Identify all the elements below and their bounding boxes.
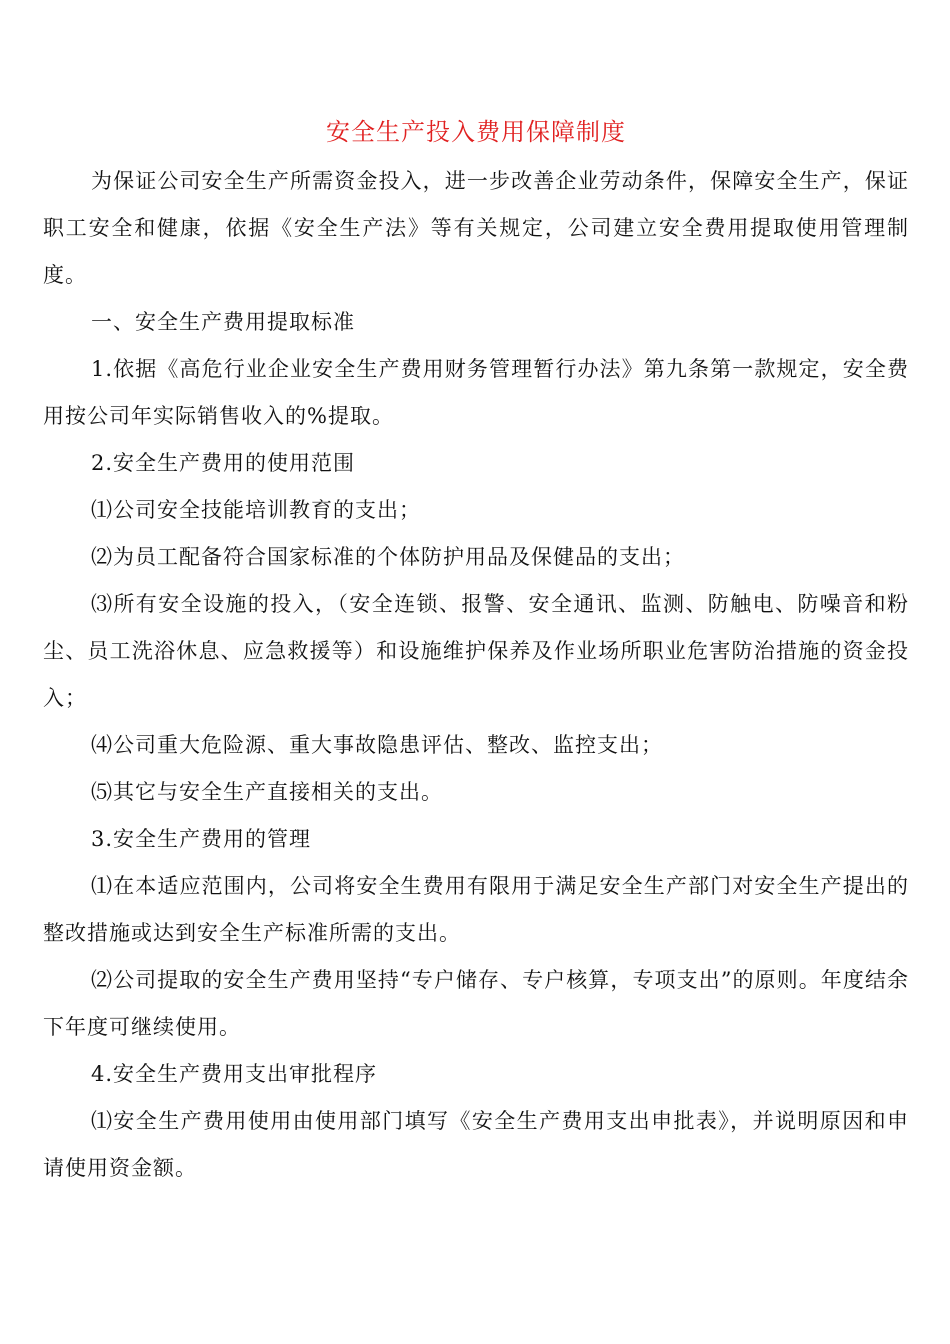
paragraph-intro: 为保证公司安全生产所需资金投入，进一步改善企业劳动条件，保障安全生产，保证职工安全和健康，依据《安全生产法》等有关规定，公司建立安全费用提取使用管理制度。 (43, 169, 909, 287)
document-title: 安全生产投入费用保障制度 (326, 118, 626, 146)
list-item-2-4: ⑷公司重大危险源、重大事故隐患评估、整改、监控支出； (91, 733, 663, 757)
list-item-3-1: ⑴在本适应范围内，公司将安全生费用有限用于满足安全生产部门对安全生产提出的整改措施或达到安全生产标准所需的支出。 (43, 874, 909, 945)
list-item-3-2: ⑵公司提取的安全生产费用坚持“专户储存、专户核算，专项支出”的原则。年度结余下年度可继续使用。 (43, 968, 909, 1039)
list-item-2-5: ⑸其它与安全生产直接相关的支出。 (91, 780, 443, 804)
section-heading-1: 一、安全生产费用提取标准 (91, 310, 355, 334)
section-heading-2: 2.安全生产费用的使用范围 (91, 451, 356, 475)
section-heading-4: 4.安全生产费用支出审批程序 (91, 1062, 378, 1086)
document-page (43, 112, 909, 1192)
paragraph-1-1: 1.依据《高危行业企业安全生产费用财务管理暂行办法》第九条第一款规定，安全费用按公司年实际销售收入的%提取。 (43, 357, 909, 428)
list-item-2-2: ⑵为员工配备符合国家标准的个体防护用品及保健品的支出； (91, 545, 685, 569)
list-item-2-1: ⑴公司安全技能培训教育的支出； (91, 498, 421, 522)
list-item-4-1: ⑴安全生产费用使用由使用部门填写《安全生产费用支出申批表》，并说明原因和申请使用资金额。 (43, 1109, 909, 1180)
list-item-2-3: ⑶所有安全设施的投入，（安全连锁、报警、安全通讯、监测、防触电、防噪音和粉尘、员工洗浴休息、应急救援等）和设施维护保养及作业场所职业危害防治措施的资金投入； (43, 592, 909, 710)
section-heading-3: 3.安全生产费用的管理 (91, 827, 312, 851)
